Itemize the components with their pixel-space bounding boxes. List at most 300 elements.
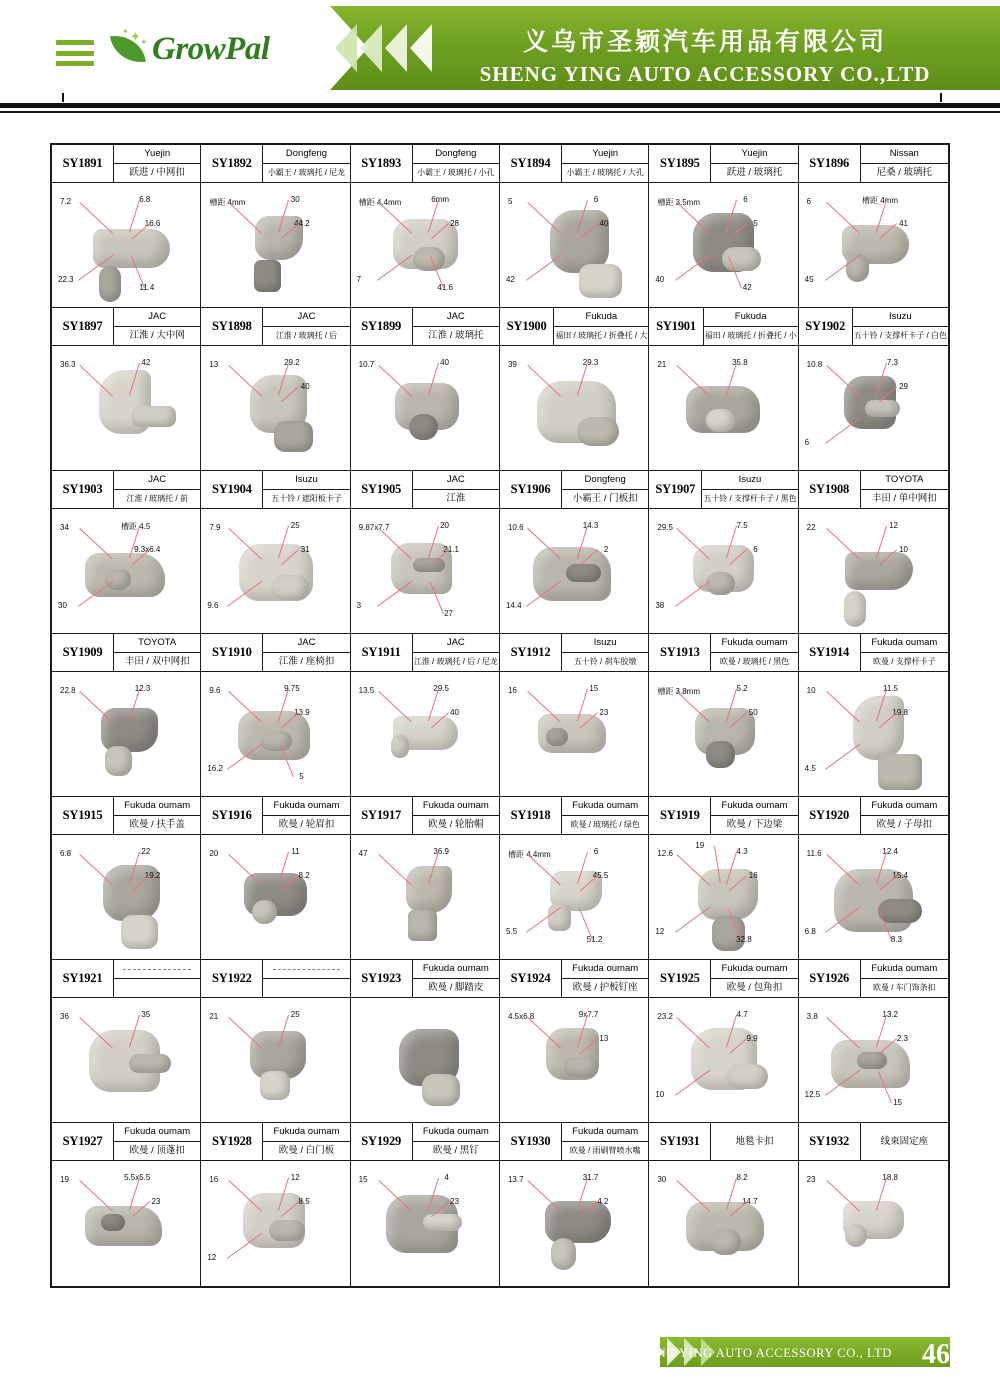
product-cell[interactable]: [649, 1123, 798, 1286]
product-description: 欧曼 / 下边梁: [726, 819, 783, 831]
product-brand: Dongfeng: [263, 145, 349, 164]
product-cell[interactable]: [351, 634, 500, 797]
dimension-label: 19.2: [144, 871, 161, 880]
product-brand: Yuejin: [562, 145, 648, 164]
product-description: 丰田 / 双中网扣: [124, 656, 190, 668]
dimension-label: 6: [593, 195, 599, 204]
product-header: [649, 471, 797, 509]
part-detail: [548, 904, 571, 931]
product-labels: [861, 471, 948, 508]
dimension-label: 20: [209, 849, 219, 858]
product-cell[interactable]: [201, 145, 350, 308]
product-code: SY1922: [201, 960, 263, 997]
product-code: SY1891: [52, 145, 114, 182]
hamburger-icon[interactable]: [56, 40, 94, 66]
footer-company-name: SHENG YING AUTO ACCESSORY CO., LTD: [631, 1346, 892, 1360]
product-cell[interactable]: [52, 960, 201, 1123]
product-cell[interactable]: [649, 471, 798, 634]
dimension-label: 13: [209, 360, 219, 369]
dimension-label: 槽距 4.4mm: [358, 198, 402, 207]
product-cell[interactable]: [799, 471, 948, 634]
product-photo: [500, 998, 648, 1122]
product-header: [52, 960, 200, 998]
dimension-label: 5: [299, 772, 304, 781]
part-body: [93, 229, 170, 268]
part-body: [103, 865, 160, 921]
dimension-label: 13.7: [507, 1175, 524, 1184]
dimension-label: 41.6: [437, 283, 453, 292]
product-cell[interactable]: [201, 634, 350, 797]
product-code: SY1910: [201, 634, 263, 671]
dimension-label: 15: [589, 684, 599, 693]
part-detail: [254, 260, 281, 292]
header-chevron-group: [335, 24, 435, 72]
product-code: SY1909: [52, 634, 114, 671]
product-description: 五十铃 / 刹车胶墩: [573, 656, 637, 666]
product-labels: [711, 634, 797, 671]
dimension-label: 18.8: [882, 1173, 898, 1182]
product-description: 欧曼 / 雨刷臂喷水嘴: [569, 1145, 641, 1155]
dimension-label: 10: [899, 545, 908, 554]
dimension-label: 23.2: [657, 1012, 673, 1021]
product-labels: [114, 145, 200, 182]
dimension-label: 7.9: [209, 523, 221, 532]
dimension-label: 14.4: [505, 601, 522, 610]
product-labels: [711, 960, 797, 997]
product-photo: [351, 346, 499, 470]
company-titles: [430, 22, 980, 87]
product-brand: Fukuda oumam: [114, 797, 200, 816]
product-header: [52, 471, 200, 509]
product-brand: Fukuda oumam: [562, 797, 648, 816]
product-header: [500, 797, 648, 835]
product-cell[interactable]: [500, 1123, 649, 1286]
dimension-label: 10: [655, 1090, 665, 1099]
part-detail: [878, 899, 922, 923]
product-header: [351, 634, 499, 672]
part-detail: [857, 1052, 887, 1069]
part-detail: [422, 1074, 460, 1106]
dimension-label: 20: [440, 521, 449, 530]
dimension-label: 29.3: [582, 358, 599, 367]
dimension-label: 2: [603, 545, 609, 554]
product-brand: Yuejin: [711, 145, 797, 164]
product-labels: [704, 308, 798, 345]
product-labels: [562, 797, 648, 834]
dimension-label: 23: [151, 1197, 161, 1206]
dimension-label: 29.5: [657, 523, 673, 532]
product-header: [799, 634, 948, 672]
product-description: 欧曼 / 脚踏皮: [428, 982, 484, 994]
product-labels: [562, 634, 648, 671]
dimension-label: 4.5x6.8: [507, 1012, 535, 1021]
dimension-label: 30: [58, 601, 67, 610]
product-photo: [201, 998, 349, 1122]
product-cell[interactable]: [52, 145, 201, 308]
dimension-label: 27: [444, 609, 453, 618]
product-photo: [500, 1161, 648, 1285]
dimension-label: 16: [209, 1175, 219, 1184]
product-cell[interactable]: [52, 797, 201, 960]
part-detail: [105, 746, 132, 776]
product-labels: [114, 1123, 200, 1160]
header-divider: [0, 100, 1000, 116]
product-cell[interactable]: [500, 145, 649, 308]
dimension-label: 5: [507, 197, 513, 206]
product-brand: Isuzu: [702, 471, 797, 490]
company-name-en: SHENG YING AUTO ACCESSORY CO.,LTD: [479, 62, 931, 86]
product-brand: [263, 960, 349, 979]
product-cell[interactable]: [201, 960, 350, 1123]
product-code: SY1900: [500, 308, 554, 345]
product-photo: [351, 509, 499, 633]
product-brand: Fukuda oumam: [263, 1123, 349, 1142]
part-detail: [121, 915, 158, 949]
dimension-label: 12.3: [134, 684, 151, 693]
dimension-label: 31.7: [582, 1173, 599, 1182]
dimension-label: 36: [60, 1012, 69, 1021]
dimension-label: 15: [893, 1098, 902, 1107]
product-labels: [711, 145, 797, 182]
dimension-label: 8.5: [298, 1197, 310, 1206]
product-photo: [500, 672, 648, 796]
product-description: 江淮 / 玻璃托 / 后: [275, 330, 338, 340]
dimension-label: 6.8: [139, 195, 151, 204]
product-cell[interactable]: [649, 960, 798, 1123]
footer-white-panel: [50, 1337, 660, 1367]
product-cell[interactable]: [649, 308, 798, 471]
product-code: SY1930: [500, 1123, 562, 1160]
dimension-label: 13.5: [358, 686, 375, 695]
dimension-label: 6: [806, 197, 812, 206]
dimension-label: 16: [748, 871, 758, 880]
product-cell[interactable]: [799, 634, 948, 797]
dimension-label: 7.3: [886, 358, 898, 367]
product-cell[interactable]: [799, 1123, 948, 1286]
dimension-label: 6: [743, 195, 748, 204]
product-brand: Fukuda oumam: [413, 1123, 499, 1142]
dimension-label: 槽距 3.8mm: [657, 687, 700, 696]
product-cell[interactable]: [500, 308, 649, 471]
part-detail: [391, 735, 409, 758]
dimension-label: 13: [599, 1034, 609, 1043]
dimension-label: 34: [60, 523, 69, 532]
product-brand: Fukuda: [704, 308, 798, 327]
product-header: [649, 960, 797, 998]
part-detail: [413, 247, 445, 271]
product-header: [201, 145, 349, 183]
brand-logo: [108, 28, 270, 70]
part-detail: [261, 731, 292, 751]
product-photo: [201, 835, 349, 959]
product-header: [799, 471, 948, 509]
product-header: [52, 308, 200, 346]
dimension-label: 30: [657, 1175, 667, 1184]
dimension-label: 2.3: [896, 1034, 908, 1043]
product-code: SY1915: [52, 797, 114, 834]
part-detail: [710, 1229, 741, 1255]
dimension-label: 42: [505, 275, 515, 284]
part-detail: [564, 1057, 598, 1077]
dimension-label: 40: [440, 358, 449, 367]
product-cell[interactable]: [351, 308, 500, 471]
product-cell[interactable]: [799, 797, 948, 960]
dimension-label: 10.7: [358, 360, 375, 369]
product-cell[interactable]: [201, 1123, 350, 1286]
product-brand: Fukuda oumam: [861, 960, 948, 979]
dimension-label: 10: [806, 686, 816, 695]
product-photo: [649, 998, 797, 1122]
part-detail: [274, 421, 313, 452]
product-brand: Fukuda oumam: [562, 960, 648, 979]
product-cell[interactable]: [649, 145, 798, 308]
product-code: SY1931: [649, 1123, 711, 1160]
product-header: [52, 145, 200, 183]
product-header: [649, 145, 797, 183]
product-photo: [799, 998, 948, 1122]
product-code: SY1917: [351, 797, 413, 834]
dimension-leader-line: [129, 200, 140, 233]
product-labels: [853, 308, 948, 345]
dimension-label: 6: [753, 545, 758, 554]
product-code: SY1927: [52, 1123, 114, 1160]
dimension-label: 9.87x7.7: [358, 523, 390, 532]
product-cell[interactable]: [649, 797, 798, 960]
product-code: SY1899: [351, 308, 413, 345]
part-detail: [726, 1064, 768, 1089]
part-body: [698, 869, 758, 920]
product-brand: Fukuda oumam: [114, 1123, 200, 1142]
part-detail: [99, 266, 121, 302]
product-header: [201, 308, 349, 346]
dimension-label: 22.3: [58, 275, 74, 284]
product-header: [201, 960, 349, 998]
product-photo: [649, 509, 797, 633]
product-cell[interactable]: [351, 471, 500, 634]
dimension-label: 9.75: [284, 684, 300, 693]
dimension-label: 47: [358, 849, 368, 858]
product-description: 五十铃 / 支撑杆卡子 / 白色: [853, 330, 947, 340]
product-description: [114, 979, 200, 997]
part-detail: [846, 254, 869, 282]
product-photo: [649, 835, 797, 959]
product-brand: JAC: [114, 471, 200, 490]
product-photo: [649, 672, 797, 796]
product-photo: [52, 672, 200, 796]
dimension-label: 6mm: [431, 195, 449, 204]
dimension-label: 38: [655, 601, 665, 610]
product-description: 江淮 / 玻璃托: [428, 330, 484, 342]
product-labels: [413, 634, 499, 671]
company-name-cn: 义乌市圣颖汽车用品有限公司: [522, 29, 887, 56]
product-cell[interactable]: [201, 797, 350, 960]
product-labels: [263, 797, 349, 834]
product-labels: [263, 308, 349, 345]
product-labels: [861, 960, 948, 997]
product-labels: [711, 797, 797, 834]
dimension-label: 5.5x5.5: [124, 1173, 151, 1182]
dimension-label: 4.7: [736, 1010, 748, 1019]
product-labels: [413, 1123, 499, 1160]
product-labels: [562, 471, 648, 508]
product-cell[interactable]: [500, 634, 649, 797]
page-number: 46: [922, 1339, 950, 1370]
product-header: [799, 1123, 948, 1161]
product-brand: Fukuda oumam: [413, 797, 499, 816]
product-code: SY1892: [201, 145, 263, 182]
product-description: 欧曼 / 轮胎帽: [428, 819, 484, 831]
dimension-label: 槽距 4mm: [861, 196, 898, 205]
part-detail: [129, 1054, 171, 1073]
product-header: [201, 471, 349, 509]
product-labels: [114, 960, 200, 997]
product-description: 小霸王 / 门板扣: [572, 493, 638, 505]
product-description: 跃进 / 玻璃托: [726, 167, 783, 179]
part-detail: [413, 558, 445, 572]
product-brand: Fukuda oumam: [263, 797, 349, 816]
product-description: 小霸王 / 玻璃托 / 大孔: [566, 167, 644, 177]
product-cell[interactable]: [500, 471, 649, 634]
product-labels: [413, 308, 499, 345]
product-photo: [52, 998, 200, 1122]
product-cell[interactable]: [201, 308, 350, 471]
dimension-label: 10.6: [507, 523, 524, 532]
product-description: 江淮: [446, 493, 466, 505]
part-detail: [551, 1238, 576, 1270]
product-brand: TOYOTA: [114, 634, 200, 653]
product-photo: [799, 672, 948, 796]
product-header: [500, 145, 648, 183]
part-detail: [845, 1224, 867, 1247]
product-cell[interactable]: [500, 960, 649, 1123]
product-labels: [562, 1123, 648, 1160]
product-cell[interactable]: [52, 308, 201, 471]
product-cell[interactable]: [52, 634, 201, 797]
dimension-label: 23: [806, 1175, 816, 1184]
dimension-label: 36.9: [433, 847, 449, 856]
dimension-label: 14.7: [742, 1197, 758, 1206]
product-description: 欧曼 / 支撑杆卡子: [872, 656, 936, 666]
product-description: 福田 / 玻璃托 / 折叠托 / 小: [704, 330, 797, 340]
product-photo: [201, 509, 349, 633]
part-body: [545, 1201, 611, 1243]
product-photo: [351, 998, 499, 1122]
product-brand: Fukuda oumam: [711, 797, 797, 816]
part-detail: [260, 1071, 290, 1100]
product-code: SY1908: [799, 471, 861, 508]
dimension-label: 40: [655, 275, 665, 284]
dimension-label: 12: [290, 1173, 300, 1182]
part-detail: [706, 741, 735, 768]
product-cell[interactable]: [799, 308, 948, 471]
part-body: [101, 708, 158, 752]
product-code: SY1924: [500, 960, 562, 997]
dimension-label: 45.5: [592, 871, 609, 880]
product-description: 尼桑 / 玻璃托: [876, 167, 933, 179]
product-photo: [799, 183, 948, 307]
product-cell[interactable]: [351, 145, 500, 308]
dimension-label: 21.1: [443, 545, 459, 554]
dimension-label: 41: [899, 219, 908, 228]
product-cell[interactable]: [351, 797, 500, 960]
product-cell[interactable]: [799, 145, 948, 308]
product-cell[interactable]: [52, 471, 201, 634]
product-header: [799, 960, 948, 998]
product-code: SY1916: [201, 797, 263, 834]
product-brand: Isuzu: [853, 308, 948, 327]
product-photo: [649, 346, 797, 470]
product-cell[interactable]: [649, 634, 798, 797]
product-description: 福田 / 玻璃托 / 折叠托 / 大: [555, 330, 648, 340]
dimension-label: 8.3: [890, 935, 902, 944]
dimension-label: 4: [444, 1173, 449, 1182]
product-photo: [351, 672, 499, 796]
product-cell[interactable]: [500, 797, 649, 960]
dimension-label: 36.3: [60, 360, 76, 369]
dimension-label: 4.3: [736, 847, 748, 856]
product-labels: [861, 1123, 948, 1160]
dimension-label: 3: [356, 601, 362, 610]
product-header: [500, 960, 648, 998]
product-labels: [263, 960, 349, 997]
dimension-label: 42: [141, 358, 151, 367]
product-cell[interactable]: [201, 471, 350, 634]
product-brand: Yuejin: [114, 145, 200, 164]
product-header: [201, 634, 349, 672]
product-cell[interactable]: [799, 960, 948, 1123]
dimension-label: 16.2: [207, 764, 223, 773]
product-code: SY1894: [500, 145, 562, 182]
dimension-label: 19: [695, 841, 705, 850]
product-header: [351, 960, 499, 998]
part-body: [406, 866, 452, 913]
page-footer: [0, 1325, 1000, 1381]
dimension-label: 31: [300, 545, 310, 554]
product-brand: Dongfeng: [413, 145, 499, 164]
dimension-label: 5: [753, 219, 758, 228]
dimension-label: 6: [593, 847, 599, 856]
dimension-label: 12.6: [657, 849, 673, 858]
part-detail: [271, 575, 309, 600]
product-header: [351, 308, 499, 346]
dimension-label: 35: [141, 1010, 151, 1019]
product-brand: JAC: [413, 308, 499, 327]
product-description: 五十铃 / 支撑杆卡子 / 黑色: [703, 493, 797, 503]
product-cell[interactable]: [52, 1123, 201, 1286]
dimension-label: 39: [507, 360, 517, 369]
dimension-label: 11: [291, 847, 300, 856]
part-detail: [577, 417, 619, 446]
product-header: [649, 797, 797, 835]
product-code: SY1911: [351, 634, 413, 671]
product-description: 五十铃 / 遮阳板卡子: [271, 493, 342, 503]
product-labels: [263, 1123, 349, 1160]
product-code: SY1920: [799, 797, 861, 834]
dimension-label: 11.5: [883, 684, 898, 693]
product-brand: TOYOTA: [861, 471, 948, 490]
product-labels: [861, 634, 948, 671]
product-code: SY1926: [799, 960, 861, 997]
product-cell[interactable]: [351, 960, 500, 1123]
dimension-label: 29.2: [284, 358, 300, 367]
dimension-label: 22: [141, 847, 151, 856]
product-cell[interactable]: [351, 1123, 500, 1286]
product-code: SY1929: [351, 1123, 413, 1160]
part-detail: [408, 910, 437, 941]
product-photo: [52, 1161, 200, 1285]
product-photo: [52, 835, 200, 959]
product-photo: [500, 346, 648, 470]
